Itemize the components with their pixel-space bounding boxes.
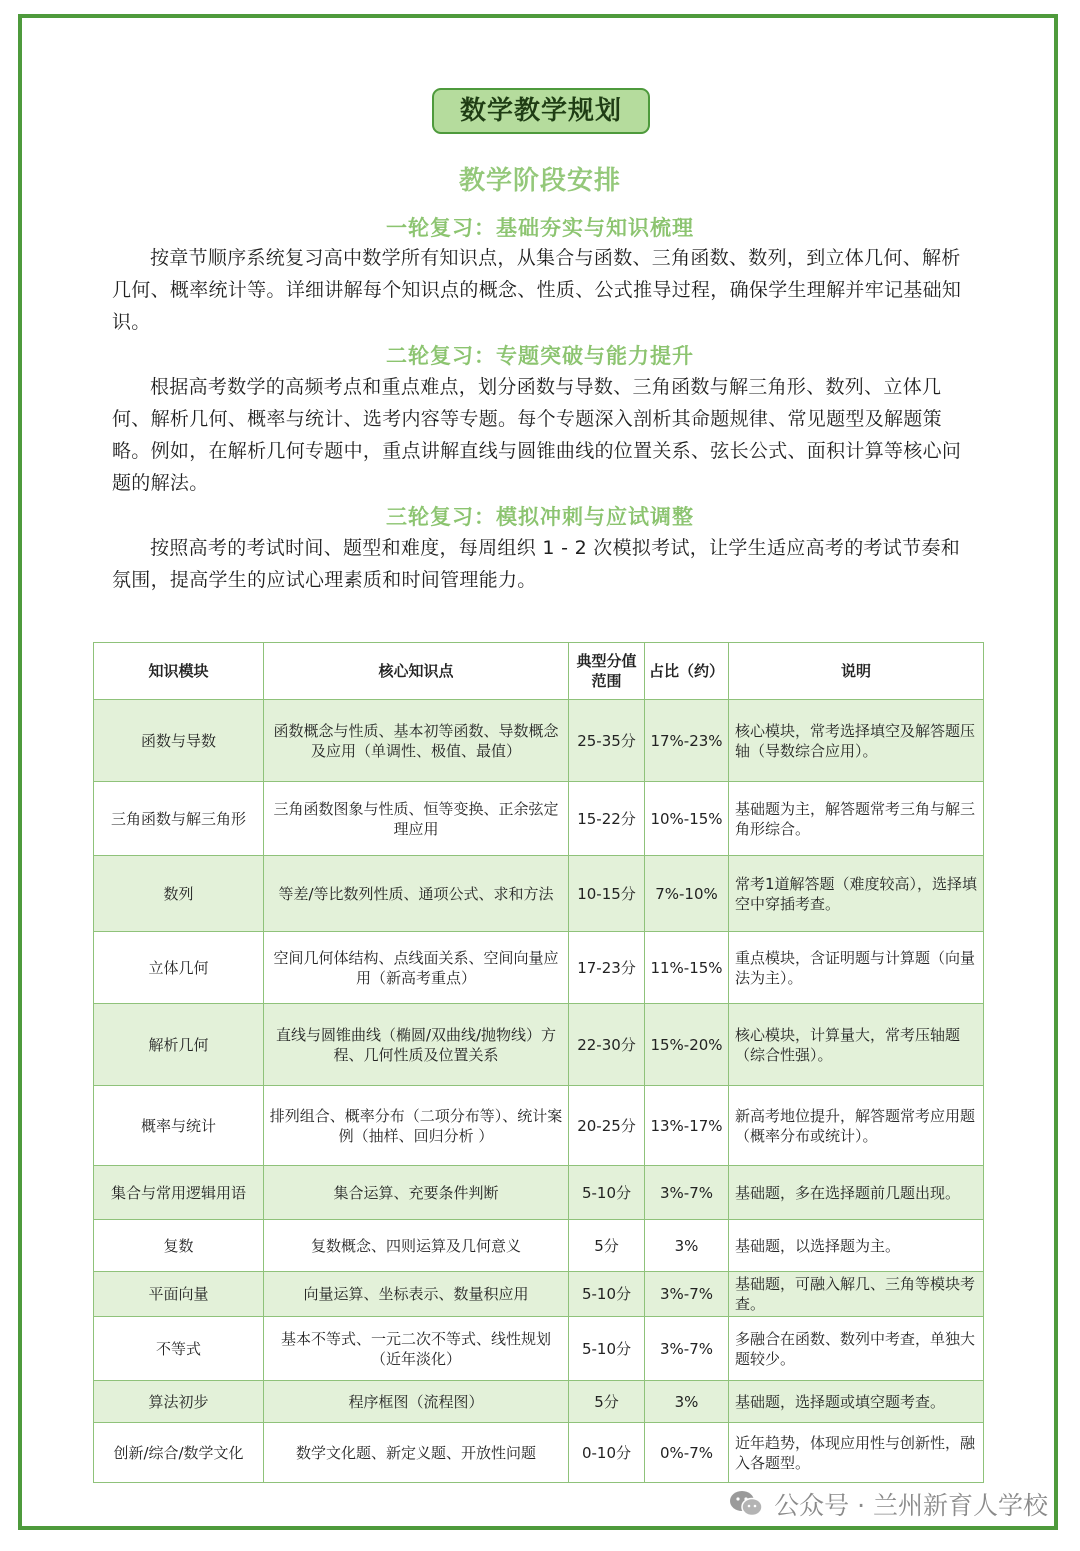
cell-ratio: 0%-7% [645, 1423, 729, 1483]
cell-module: 数列 [94, 856, 264, 932]
cell-module: 创新/综合/数学文化 [94, 1423, 264, 1483]
cell-module: 函数与导数 [94, 700, 264, 782]
header-score-range: 典型分值范围 [569, 643, 645, 700]
round-1-title: 一轮复习：基础夯实与知识梳理 [386, 216, 694, 240]
cell-core-points: 排列组合、概率分布（二项分布等）、统计案例（抽样、回归分析 ） [264, 1086, 569, 1166]
cell-module: 概率与统计 [94, 1086, 264, 1166]
table-row [94, 1166, 984, 1220]
cell-module: 集合与常用逻辑用语 [94, 1166, 264, 1220]
cell-notes: 近年趋势，体现应用性与创新性，融入各题型。 [729, 1423, 984, 1483]
cell-ratio: 13%-17% [645, 1086, 729, 1166]
table-row [94, 1381, 984, 1423]
cell-notes: 基础题，以选择题为主。 [729, 1220, 984, 1272]
cell-score-range: 22-30分 [569, 1004, 645, 1086]
cell-module: 平面向量 [94, 1272, 264, 1317]
cell-core-points: 等差/等比数列性质、通项公式、求和方法 [264, 856, 569, 932]
table-row [94, 782, 984, 856]
cell-ratio: 11%-15% [645, 932, 729, 1004]
watermark-text: 公众号 · 兰州新育人学校 [774, 1491, 1048, 1520]
cell-notes: 基础题为主，解答题常考三角与解三角形综合。 [729, 782, 984, 856]
cell-module: 解析几何 [94, 1004, 264, 1086]
round-2-title: 二轮复习：专题突破与能力提升 [386, 344, 694, 368]
table-row [94, 1317, 984, 1381]
cell-core-points: 函数概念与性质、基本初等函数、导数概念及应用（单调性、极值、最值） [264, 700, 569, 782]
table-row [94, 1220, 984, 1272]
cell-score-range: 5分 [569, 1220, 645, 1272]
header-notes: 说明 [729, 643, 984, 700]
cell-score-range: 25-35分 [569, 700, 645, 782]
header-ratio: 占比（约） [645, 643, 729, 700]
header-module: 知识模块 [94, 643, 264, 700]
round-3-text: 按照高考的考试时间、题型和难度，每周组织 1 - 2 次模拟考试，让学生适应高考的考试节奏和氛围，提高学生的应试心理素质和时间管理能力。 [112, 537, 960, 591]
cell-notes: 重点模块，含证明题与计算题（向量法为主）。 [729, 932, 984, 1004]
table-row [94, 1272, 984, 1317]
cell-module: 算法初步 [94, 1381, 264, 1423]
cell-notes: 基础题，多在选择题前几题出现。 [729, 1166, 984, 1220]
cell-notes: 基础题，可融入解几、三角等模块考查。 [729, 1272, 984, 1317]
cell-notes: 新高考地位提升，解答题常考应用题（概率分布或统计）。 [729, 1086, 984, 1166]
header-core-points: 核心知识点 [264, 643, 569, 700]
cell-core-points: 复数概念、四则运算及几何意义 [264, 1220, 569, 1272]
cell-module: 不等式 [94, 1317, 264, 1381]
round-2-text: 根据高考数学的高频考点和重点难点，划分函数与导数、三角函数与解三角形、数列、立体几何、解析几何、概率与统计、选考内容等专题。每个专题深入剖析其命题规律、常见题型及解题策略。例如，在解析几何专题中，重点讲解直线与圆锥曲线的位置关系、弦长公式、面积计算等核心问题的解法。 [112, 376, 962, 494]
cell-ratio: 3%-7% [645, 1317, 729, 1381]
cell-core-points: 基本不等式、一元二次不等式、线性规划（近年淡化） [264, 1317, 569, 1381]
cell-score-range: 20-25分 [569, 1086, 645, 1166]
cell-core-points: 三角函数图象与性质、恒等变换、正余弦定理应用 [264, 782, 569, 856]
cell-core-points: 程序框图（流程图） [264, 1381, 569, 1423]
table-row [94, 1004, 984, 1086]
cell-core-points: 向量运算、坐标表示、数量积应用 [264, 1272, 569, 1317]
cell-ratio: 17%-23% [645, 700, 729, 782]
cell-core-points: 空间几何体结构、点线面关系、空间向量应用（新高考重点） [264, 932, 569, 1004]
cell-core-points: 数学文化题、新定义题、开放性问题 [264, 1423, 569, 1483]
cell-ratio: 3%-7% [645, 1272, 729, 1317]
cell-score-range: 15-22分 [569, 782, 645, 856]
table-row [94, 856, 984, 932]
cell-ratio: 3%-7% [645, 1166, 729, 1220]
wechat-icon [728, 1489, 764, 1519]
cell-module: 三角函数与解三角形 [94, 782, 264, 856]
table-row [94, 932, 984, 1004]
cell-ratio: 7%-10% [645, 856, 729, 932]
table-header-row [94, 643, 984, 700]
cell-notes: 基础题，选择题或填空题考查。 [729, 1381, 984, 1423]
cell-score-range: 5-10分 [569, 1317, 645, 1381]
cell-ratio: 3% [645, 1381, 729, 1423]
cell-score-range: 17-23分 [569, 932, 645, 1004]
cell-score-range: 5-10分 [569, 1166, 645, 1220]
cell-core-points: 集合运算、充要条件判断 [264, 1166, 569, 1220]
cell-ratio: 15%-20% [645, 1004, 729, 1086]
cell-notes: 核心模块，常考选择填空及解答题压轴（导数综合应用）。 [729, 700, 984, 782]
cell-core-points: 直线与圆锥曲线（椭圆/双曲线/抛物线）方程、几何性质及位置关系 [264, 1004, 569, 1086]
cell-notes: 常考1道解答题（难度较高），选择填空中穿插考查。 [729, 856, 984, 932]
round-1-text: 按章节顺序系统复习高中数学所有知识点，从集合与函数、三角函数、数列，到立体几何、解析几何、概率统计等。详细讲解每个知识点的概念、性质、公式推导过程，确保学生理解并牢记基础知识。 [112, 247, 962, 333]
cell-module: 复数 [94, 1220, 264, 1272]
cell-notes: 多融合在函数、数列中考查，单独大题较少。 [729, 1317, 984, 1381]
watermark [728, 1486, 1048, 1522]
table-row [94, 1086, 984, 1166]
cell-score-range: 0-10分 [569, 1423, 645, 1483]
cell-ratio: 3% [645, 1220, 729, 1272]
cell-notes: 核心模块，计算量大，常考压轴题（综合性强）。 [729, 1004, 984, 1086]
section-subtitle: 教学阶段安排 [458, 166, 621, 196]
table-row [94, 700, 984, 782]
table-row [94, 1423, 984, 1483]
cell-score-range: 10-15分 [569, 856, 645, 932]
cell-ratio: 10%-15% [645, 782, 729, 856]
page-title: 数学教学规划 [432, 88, 650, 134]
knowledge-table [93, 642, 984, 1483]
round-3-title: 三轮复习：模拟冲刺与应试调整 [386, 505, 694, 529]
cell-score-range: 5分 [569, 1381, 645, 1423]
cell-module: 立体几何 [94, 932, 264, 1004]
cell-score-range: 5-10分 [569, 1272, 645, 1317]
